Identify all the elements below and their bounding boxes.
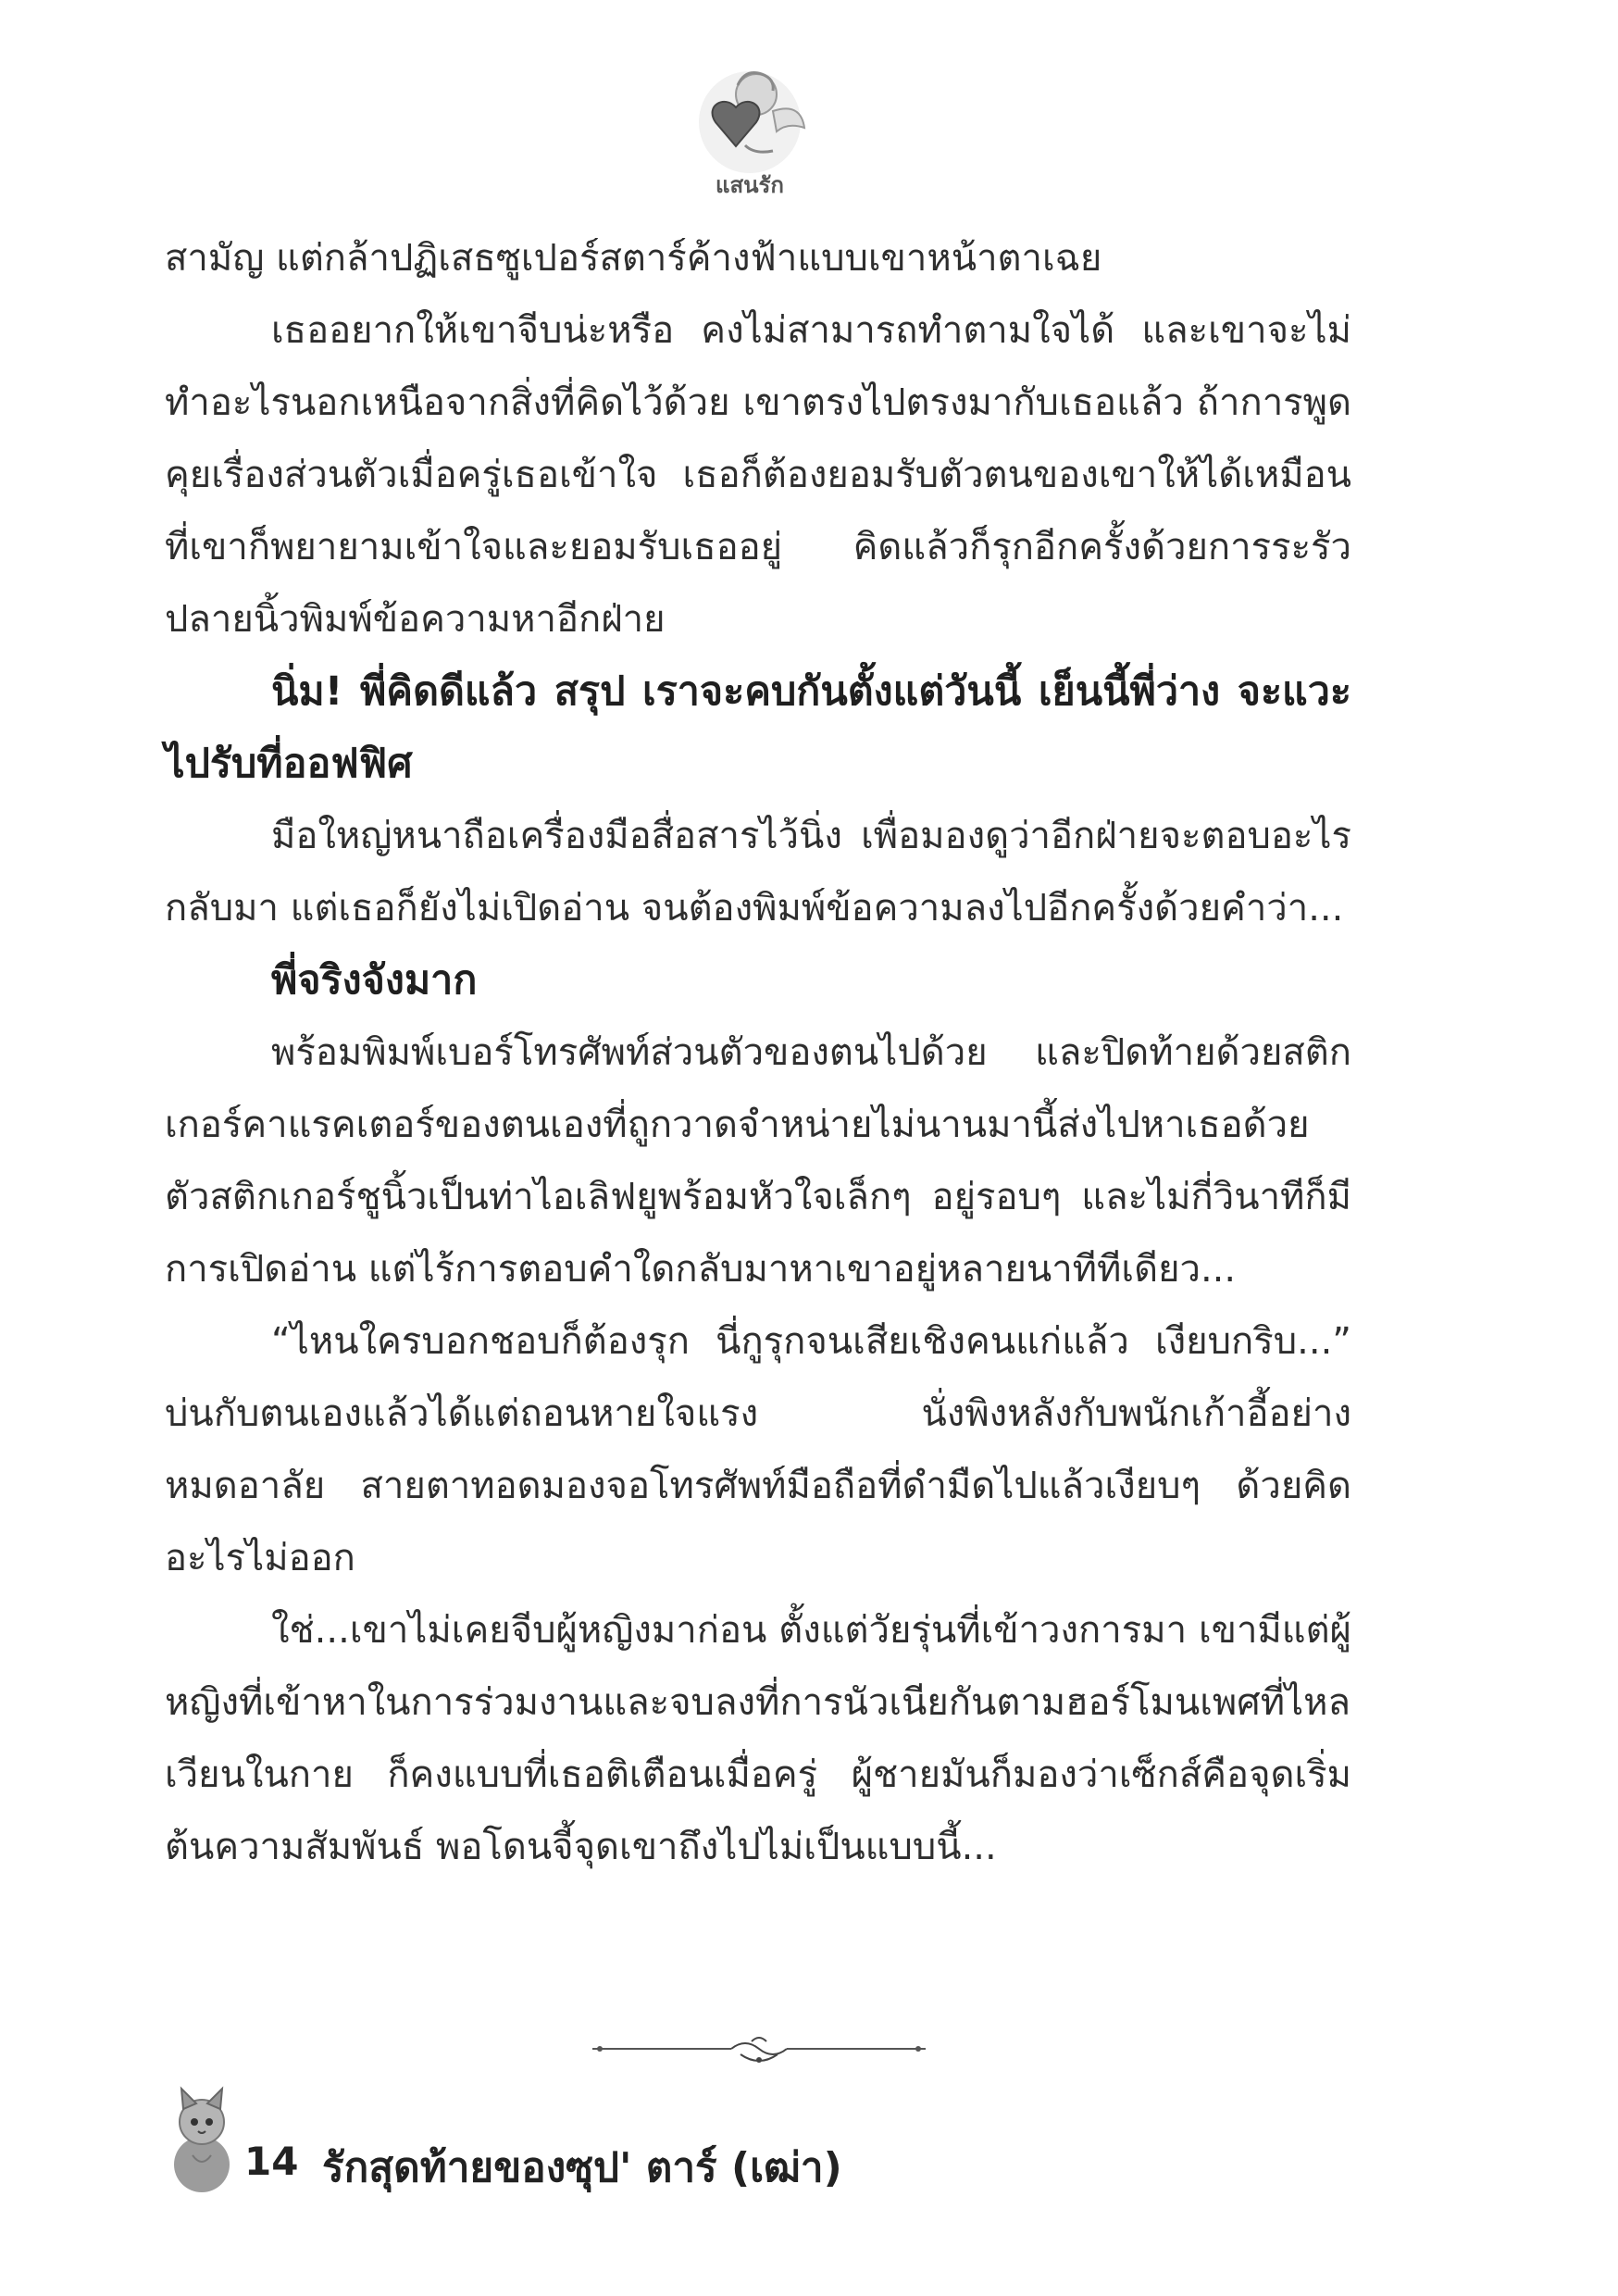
kitten-icon [165, 2083, 237, 2194]
page-number: 14 [244, 2139, 299, 2184]
paragraph-1: สามัญ แต่กล้าปฏิเสธซูเปอร์สตาร์ค้างฟ้าแบบเขาหน้าตาเฉย [165, 237, 1102, 280]
paragraph-4: พร้อมพิมพ์เบอร์โทรศัพท์ส่วนตัวของตนไปด้วย และปิดท้ายด้วยสติกเกอร์คาแรคเตอร์ของตนเองที่ถูกวาดจำหน่ายไม่นานมานี้ส่งไปหาเธอด้วยตัวสติกเกอร์ชูนิ้วเป็นท่าไอเลิฟยูพร้อมหัวใจเล็กๆ อยู่รอบๆ และไม่กี่วินาทีก็มีการเปิดอ่าน แต่ไร้การตอบคำใดกลับมาหาเขาอยู่หลายนาทีทีเดียว... [165, 1031, 1351, 1291]
chat-message-2: พี่จริงจังมาก [271, 957, 478, 1004]
paragraph-6: ใช่...เขาไม่เคยจีบผู้หญิงมาก่อน ตั้งแต่วัยรุ่นที่เข้าวงการมา เขามีแต่ผู้หญิงที่เข้าหาในการร่วมงานและจบลงที่การนัวเนียกันตามฮอร์โมนเพศที่ไหลเวียนในกาย ก็คงแบบที่เธอติเตือนเมื่อครู่ ผู้ชายมันก็มองว่าเซ็กส์คือจุดเริ่มต้นความสัมพันธ์ พอโดนจี้จุดเขาถึงไปไม่เป็นแบบนี้... [165, 1609, 1351, 1868]
chat-message-1: นิ่ม! พี่คิดดีแล้ว สรุป เราจะคบกันตั้งแต่วันนี้ เย็นนี้พี่ว่าง จะแวะไปรับที่ออฟฟิศ [165, 668, 1351, 787]
logo-text: แสนรัก [716, 172, 784, 198]
paragraph-5: “ไหนใครบอกชอบก็ต้องรุก นี่กูรุกจนเสียเชิงคนแก่แล้ว เงียบกริบ...” บ่นกับตนเองแล้วได้แต่ถอนหายใจแรง นั่งพิงหลังกับพนักเก้าอี้อย่างหมดอาลัย สายตาทอดมองจอโทรศัพท์มือถือที่ดำมืดไปแล้วเงียบๆ ด้วยคิดอะไรไม่ออก [165, 1320, 1351, 1579]
kitten-mascot [165, 2083, 237, 2194]
publisher-logo [680, 57, 819, 196]
page-footer [165, 2083, 998, 2203]
paragraph-3: มือใหญ่หนาถือเครื่องมือสื่อสารไว้นิ่ง เพื่อมองดูว่าอีกฝ่ายจะตอบอะไรกลับมา แต่เธอก็ยังไม่เปิดอ่าน จนต้องพิมพ์ข้อความลงไปอีกครั้งด้วยคำว่า... [165, 815, 1351, 930]
paragraph-2: เธออยากให้เขาจีบน่ะหรือ คงไม่สามารถทำตามใจได้ และเขาจะไม่ทำอะไรนอกเหนือจากสิ่งที่คิดไว้ด้วย เขาตรงไปตรงมากับเธอแล้ว ถ้าการพูดคุยเรื่องส่วนตัวเมื่อครู่เธอเข้าใจ เธอก็ต้องยอมรับตัวตนของเขาให้ได้เหมือนที่เขาก็พยายามเข้าใจและยอมรับเธออยู่ คิดแล้วก็รุกอีกครั้งด้วยการระรัวปลายนิ้วพิมพ์ข้อความหาอีกฝ่าย [165, 309, 1351, 641]
book-title: รักสุดท้ายของซุป' ตาร์ (เฒ่า) [322, 2144, 842, 2191]
section-divider [592, 2032, 926, 2069]
body-text [165, 222, 1351, 1883]
flourish-divider-icon [592, 2032, 926, 2069]
